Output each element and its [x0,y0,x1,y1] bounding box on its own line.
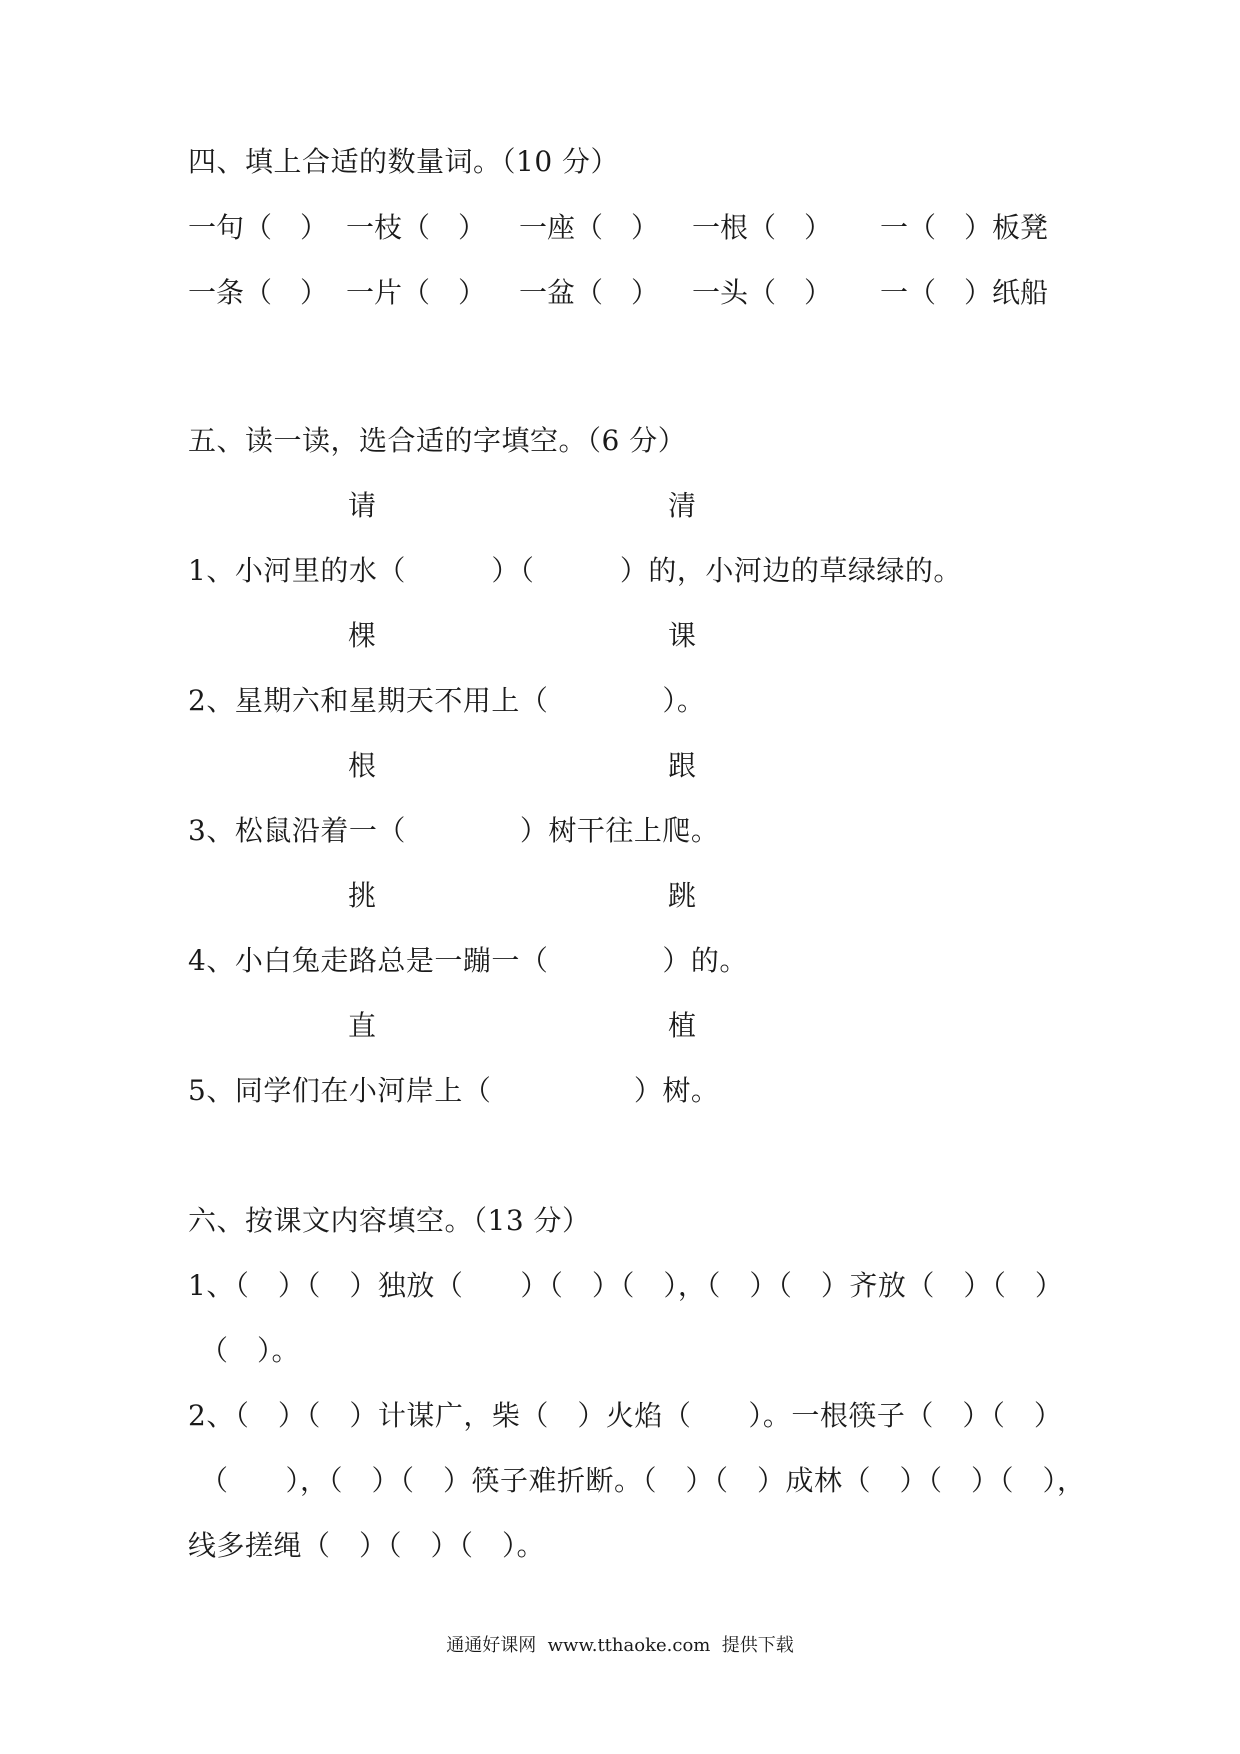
choice-char-left: 棵 [348,619,377,652]
recite-line: 1、（ ）（ ）独放（ ）（ ）（ ），（ ）（ ）齐放（ ）（ ） [188,1269,1064,1302]
measure-word-blank: 一盆（ ） [519,276,660,309]
recite-line: 2、（ ）（ ）计谋广，柴（ ）火焰（ ）。一根筷子（ ）（ ） [188,1399,1063,1432]
measure-word-blank: 一根（ ） [692,211,833,244]
recite-line: （ ），（ ）（ ）筷子难折断。（ ）（ ）成林（ ）（ ）（ ）， [200,1464,1086,1497]
measure-word-blank: 一条（ ） [188,276,329,309]
choice-char-left: 挑 [348,879,377,912]
choice-char-left: 直 [348,1009,377,1042]
section-5-heading: 五、读一读，选合适的字填空。（6 分） [188,424,687,457]
measure-word-blank: 一句（ ） [188,211,329,244]
section-4-heading: 四、填上合适的数量词。（10 分） [188,145,620,178]
choice-char-left: 请 [348,489,377,522]
fill-sentence: 3、松鼠沿着一（ ）树干往上爬。 [188,814,720,847]
fill-sentence: 1、小河里的水（ ）（ ）的，小河边的草绿绿的。 [188,554,962,587]
measure-word-blank: 一（ ）纸船 [880,276,1049,309]
measure-word-blank: 一座（ ） [519,211,660,244]
measure-word-blank: 一片（ ） [346,276,487,309]
measure-word-blank: 一（ ）板凳 [880,211,1049,244]
choice-char-right: 跟 [668,749,697,782]
choice-char-right: 课 [668,619,697,652]
measure-word-blank: 一枝（ ） [346,211,487,244]
choice-char-right: 植 [668,1009,697,1042]
fill-sentence: 2、星期六和星期天不用上（ ）。 [188,684,706,717]
measure-word-blank: 一头（ ） [692,276,833,309]
choice-char-right: 跳 [668,879,697,912]
choice-char-right: 清 [668,489,697,522]
recite-line: （ ）。 [200,1334,301,1367]
fill-sentence: 4、小白兔走路总是一蹦一（ ）的。 [188,944,748,977]
fill-sentence: 5、同学们在小河岸上（ ）树。 [188,1074,720,1107]
recite-line: 线多搓绳（ ）（ ）（ ）。 [188,1529,546,1562]
section-6-heading: 六、按课文内容填空。（13 分） [188,1204,591,1237]
choice-char-left: 根 [348,749,377,782]
page-footer: 通通好课网 www.tthaoke.com 提供下载 [446,1635,794,1656]
